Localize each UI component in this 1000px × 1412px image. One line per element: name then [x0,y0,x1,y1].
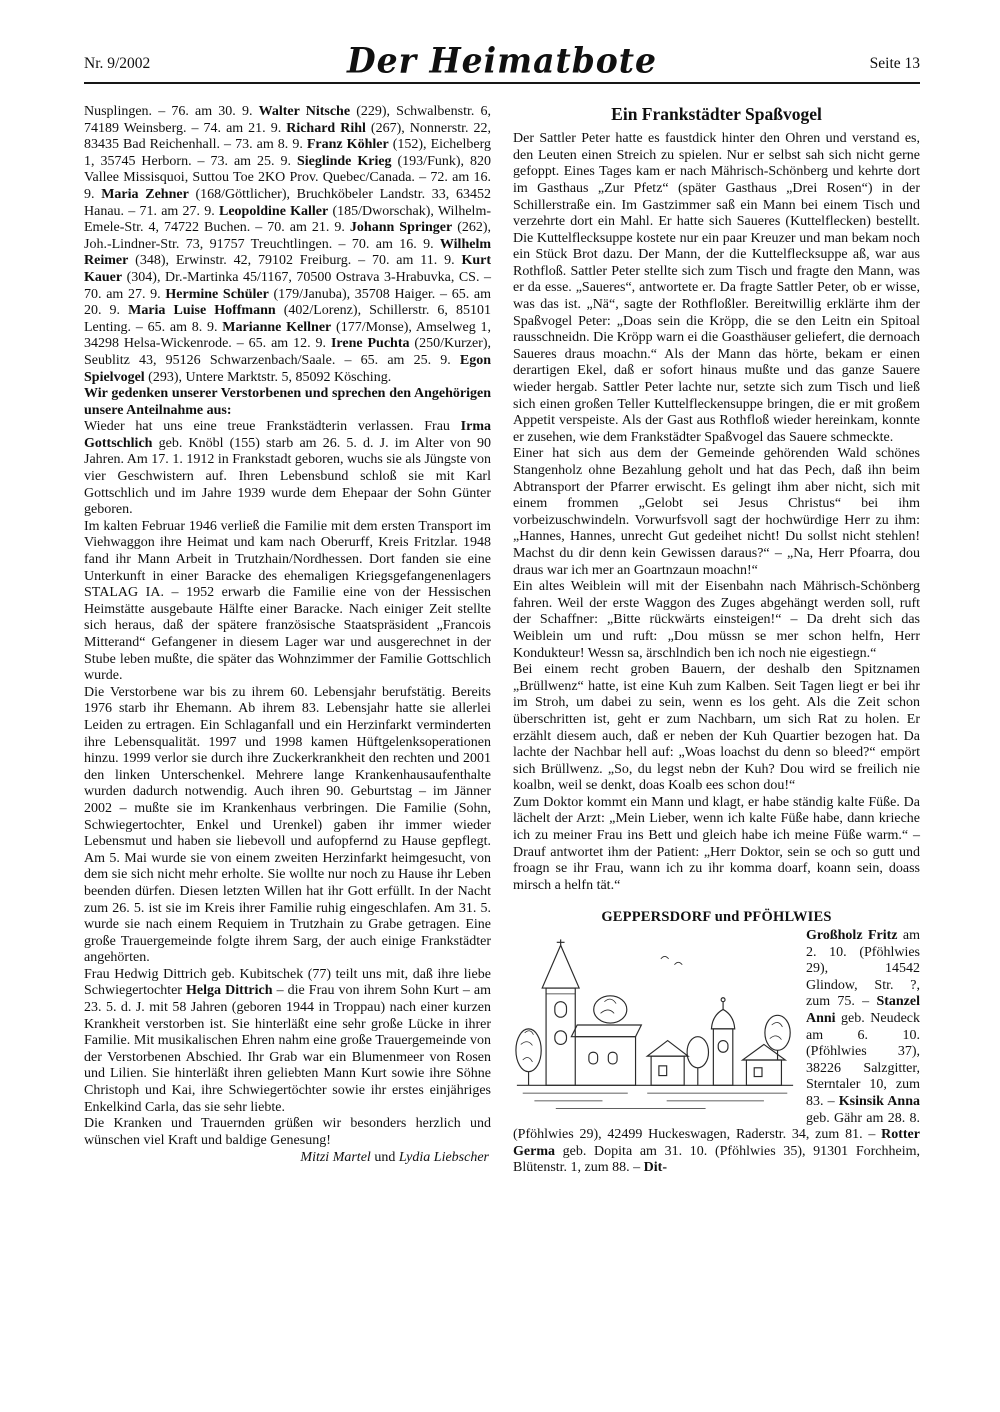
header-rule [84,82,920,84]
birthday-notes-paragraph [513,928,920,1177]
birthday-list-paragraph: Nusplingen. – 76. am 30. 9. Walter Nitsche (229), Schwalbenstr. 6, 74189 Weinsberg. – 74. am 21. 9. Richard Rihl (267), Nonnerstr. 22, 83435 Bad Reichenhall. – 73. am 8. 9. Franz Köhler (152), Eichelberg 1, 35745 Herborn. – 73. am 25. 9. Sieglinde Krieg (193/Funk), 820 Vallee Missisquoi, Suttou Toe 2KO Prov. Quebec/Canada. – 72. am 16. 9. Maria Zehner (168/Göttlicher), Bruchköbeler Landstr. 33, 63452 Hanau. – 71. am 27. 9. Leopoldine Kaller (185/Dworschak), Wilhelm-Emele-Str. 4, 74722 Buchen. – 70. am 21. 9. Johann Springer (262), Joh.-Lindner-Str. 73, 91757 Treuchtlingen. – 70. am 16. 9. Wilhelm Reimer (348), Erwinstr. 42, 79102 Freiburg. – 70. am 11. 9. Kurt Kauer (304), Dr.-Martinka 45/1167, 70500 Ostrava 3-Hrabuvka, CS. – 70. am 27. 9. Hermine Schüler (179/Januba), 35708 Haiger. – 65. am 20. 9. Maria Luise Hoffmann (402/Lorenz), Schillerstr. 6, 85101 Lenting. – 65. am 8. 9. Marianne Kellner (177/Monse), Amselweg 1, 34298 Helsa-Wickenrode. – 65. am 12. 9. Irene Puchta (250/Kurzer), Seublitz 43, 95126 Schwarzenbach/Saale. – 65. am 25. 9. Egon Spielvogel (293), Untere Marktstr. 5, 85092 Kösching. [84,104,492,385]
issue-number: Nr. 9/2002 [84,55,151,72]
page-number: Seite 13 [869,55,921,72]
left-column [84,104,491,1177]
signature-line: Mitzi Martel und Lydia Liebscher [300,1150,489,1166]
story-bruellwenz-paragraph: Bei einem recht groben Bauern, der deshalb den Spitznamen „Brüllwenz“ hatte, ist eine Kuh zum Kalben. Seit Tagen liegt er bei ihr im Stroh, um dabei zu sein, wenn es los geht. Als die Zeit schon überschritten ist, geht er zum Nachbarn, um sich Rat zu holen. Er erzählt diesem auch, daß er neben der Kuh Quartier bezogen hat. Da lachte der Nachbar hell auf: „Woas loachst du denn so bleed?“ empört sich Brüllwenz. „So, du legst nebn der Kuh? Dou wird se freilich nie koalbn, weil se denkt, doas Koalb ees schon dou!“ [513,662,920,794]
obituary-history-paragraph: Im kalten Februar 1946 verließ die Familie mit dem ersten Transport im Viehwaggon ihre Heimat und kam nach Oberurff, Kreis Fritzlar. 1948 fand ihr Mann Arbeit in Trutzhain/Nordhessen. Dort fanden sie eine Unterkunft in einer Baracke des ehemaligen Kriegsgefangenenlagers STALAG IA. – 1952 erwarb die Familie eine von der Hessischen Heimstätte ausgebaute Hälfte einer Baracke. Nach einiger Zeit stellte sich heraus, daß der spätere französische Staatspräsident „Francois Mitterand“ Gefangener in diesem Lager war und ausgerechnet in der Stube leben mußte, die später das Wohnzimmer der Familie Gottschlich wurde. [84,518,491,684]
obituary-life-paragraph: Die Verstorbene war bis zu ihrem 60. Lebensjahr berufstätig. Bereits 1976 starb ihr Ehemann. Ab ihrem 83. Lebensjahr hatte sie allerlei Leiden zu ertragen. Ein Schlaganfall und ein Herzinfarkt verminderten ihre Lebensqualität. 1997 und 1998 kamen Hüftgelenksoperationen hinzu. 1999 verlor sie durch ihre Zuckerkrankheit den rechten und 2001 den linken Unterschenkel. Mehrere lange Krankenhausaufenthalte wurden dadurch notwendig. Auch ihren 90. Geburtstag – im Jänner 2002 – mußte sie im Krankenhaus verbringen. Die Familie (Sohn, Schwiegertochter, Enkel und Urenkel) gaben ihr immer wieder Lebensmut und haben sie liebevoll und aufopfernd zu Hause gepflegt. Am 5. Mai wurde sie von einem zweiten Herzinfarkt heimgesucht, von dem sie sich nicht mehr erholte. Sie wollte nur noch zu Hause ihr Leben beenden dürfen. Diesen letzten Willen hat ihr Gott erfüllt. In der Nacht zum 26. 5. ist sie im Kreis ihrer Familie ruhig eingeschlafen. Am 31. 5. wurde sie nach einem Requiem in Trutzhain zu Grabe getragen. Eine große Trauergemeinde folgte ihrem Sarg, der auch einige Frankstädter angehörten. [84,684,491,966]
obituary-dittrich-paragraph: Frau Hedwig Dittrich geb. Kubitschek (77) teilt uns mit, daß ihre liebe Schwiegertochter Helga Dittrich – die Frau von ihrem Sohn Kurt – am 23. 5. d. J. mit 58 Jahren (geboren 1944 in Troppau) nach einer kurzen Krankheit verstorben ist. Sie hinterläßt eine sehr große Lücke in ihrer Familie. Mit musikalischen Ehren nahm eine große Trauergemeinde von der Verstorbenen Abschied. Ihr Grab war ein Blumenmeer von Rosen und Lilien. Sie hinterläßt ihren geliebten Mann Kurt sowie ihre Söhne Christoph und Kai, ihre Schwiegertöchter sowie ihr erstes einjähriges Enkelkind Carla, das sie sehr liebte. [84,966,491,1115]
masthead-title: Der Heimatbote [346,40,658,81]
birthday-notes-text: Großholz Fritz am 2. 10. (Pföhlwies 29), 14542 Glindow, Str. ?, zum 75. – Stanzel Anni geb. Neudeck am 6. 10. (Pföhlwies 37), 38226 Salzgitter, Sterntaler 10, zum 83. – Ksinsik Anna geb. Gähr am 28. 8. (Pföhlwies 29), 42499 Huckeswagen, Raderstr. 34, zum 81. – Rotter Germa geb. Dopita am 31. 10. (Pföhlwies 35), 91301 Forchheim, Blütenstr. 1, zum 88. – Dit- [513,928,921,1176]
story-stangenholz-paragraph: Einer hat sich aus dem der Gemeinde gehörenden Wald schönes Stangenholz ohne Bezahlung geholt und hat das Pech, daß ihn beim Abtransport der Pfarrer erwischt. Es gelingt ihm aber nicht, sich mit einem frommen „Gelobt sei Jesus Christus“ bei ihm vorbeizuschwindeln. Vorwurfsvoll sagt der hochwürdige Herr zu ihm: „Hannes, Hannes, unrecht Gut gedeihet nicht! Du sollst nicht stehlen! Machst du dir denn kein Gewissen daraus?“ – „Na, Herr Pfoarra, dou draus war ich mer an Goartnzaun moachn!“ [513,446,920,578]
section-title-geppersdorf: GEPPERSDORF und PFÖHLWIES [601,909,832,926]
story-sattler-peter-paragraph: Der Sattler Peter hatte es faustdick hinter den Ohren und verstand es, den Leuten einen Streich zu spielen. Nur er selbst sah sich nicht gerne gefoppt. Eines Tages kam er nach Mährisch-Schönberg und kehrte dort im Gasthaus „Zur Pfetz“ (später Gasthaus „Drei Rosen“) in der Schillerstraße ein. Im Gastzimmer saß ein Mann bei einem Tisch und verzehrte dort ein Mahl. Er hatte sich Saueres (Kuttelflecken) bestellt. Die Kuttelflecksuppe kostete nur ein paar Kreuzer und man bekam noch ein Stück Brot dazu. Der Mann, der die Kuttelflecksuppe aß, war aus Rothfloß. Sattler Peter stellte sich zum Tisch und fragte den Mann, was er da esse. „Saueres“, antwortete er. Da fragte Sattler Peter, ob er wisse, was das ist. „Nä“, sagte der Rothfloßler. Bereitwillig erklärte ihm der Spaßvogel Peter: „Doas sein die Kröpp, die se den Leitn ein Spitoal rausschneidn. Die Kröpp warn ei die Goasthäuser geliefert, die dernoach Saueres draus moachn.“ Als der Mann das hörte, bekam er einen derartigen Ekel, daß er sofort hinaus mußte und das ganze Sauere wieder hergab. Sattler Peter lachte nur, setzte sich zum Tisch und ließ sich einen großen Teller Kuttelfleckensuppe bringen, die er mit großem Appetit verspeiste. Als der Gast aus Rothfloß wieder hereinkam, konnte er zusehen, wie dem Frankstädter Spaßvogel das Sauere schmeckte. [513,131,921,445]
story-weiblein-paragraph: Ein altes Weiblein will mit der Eisenbahn nach Mährisch-Schönberg fahren. Weil der erste Waggon des Zuges abgehängt werden soll, ruft der Schaffner: „Bitte rückwärts einsteigen!“ – Da dreht sich das Weiblein um und ruft: „Dou müssn se mer schon helfn, Herr Kondukteur! Wessn sa, ärschlndich ben ich noch nie eigestiegn.“ [513,579,920,661]
story-doktor-paragraph: Zum Doktor kommt ein Mann und klagt, er habe ständig kalte Füße. Da lächelt der Arzt: „Mein Lieber, wenn ich kalte Füße habe, dann krieche ich zu meiner Frau ins Bett und gleich habe ich meine Füße warm.“ – Drauf antwortet ihm der Patient: „Herr Doktor, sein se och so gutt und froagn se ihr Frau, wann ich zu ihr komma doarf, koann sein, doass mirsch a helfn tät.“ [513,794,920,893]
content-columns [84,104,920,1177]
article-title: Ein Frankstädter Spaßvogel [611,104,822,124]
village-engraving-image [513,931,797,1119]
right-column [513,104,920,1177]
closing-wishes-paragraph: Die Kranken und Trauernden grüßen wir besonders herzlich und wünschen viel Kraft und baldige Genesung! [84,1116,491,1148]
page-header [84,40,921,81]
obituary-heading: Wir gedenken unserer Verstorbenen und sprechen den Angehörigen unsere Anteilnahme aus: [84,386,491,418]
obituary-gottschlich-paragraph: Wieder hat uns eine treue Frankstädterin verlassen. Frau Irma Gottschlich geb. Knöbl (155) starb am 26. 5. d. J. im Alter von 90 Jahren. Am 17. 1. 1912 in Frankstadt geboren, wuchs sie als Jüngste von vier Geschwistern auf. Ihren Lebensbund schloß sie mit Karl Gottschlich und im Jahre 1939 wurde dem Ehepaar der Sohn Günter geboren. [84,419,491,518]
